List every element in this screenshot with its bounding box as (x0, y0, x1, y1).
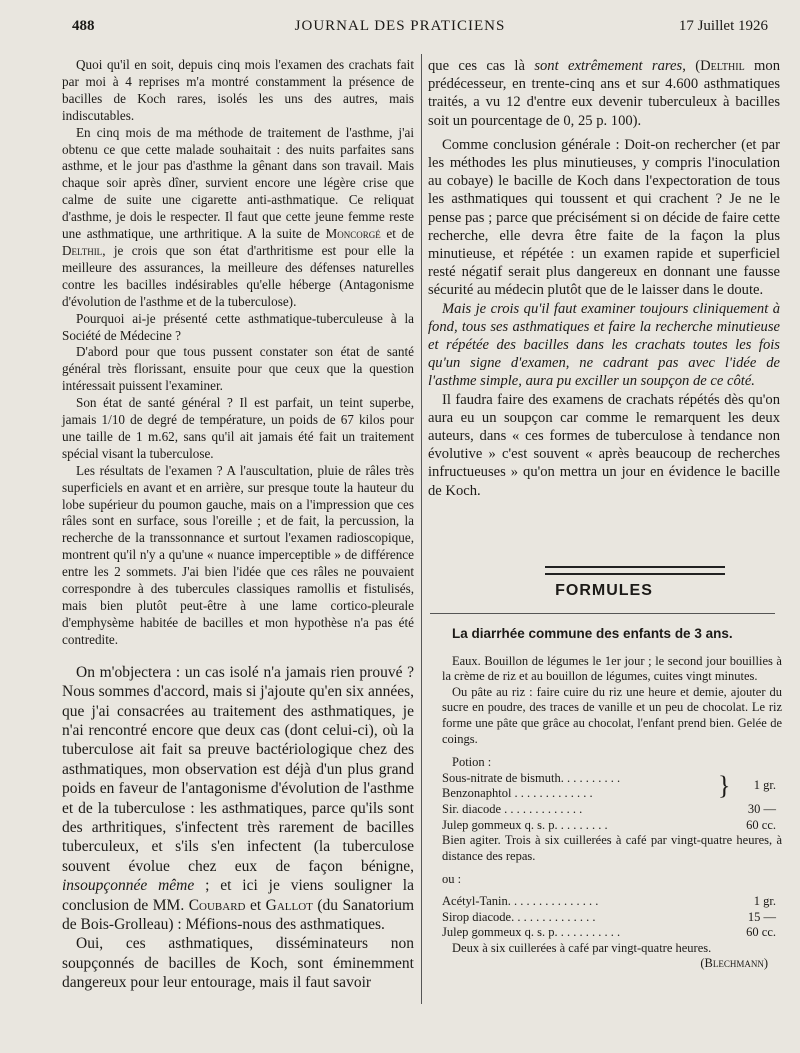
left-column (62, 57, 414, 993)
paragraph: Il faudra faire des examens de crachats répétés dès qu'on aura eu un soupçon car comme le remarquent les deux auteurs, dans « ces formes de tuberculose à tendance non évolutive » c'est souvent « après beaucoup de recherches infructueuses » qu'on mettra un jour en évidence le bacille de Koch. (428, 391, 780, 499)
paragraph: Son état de santé général ? Il est parfait, un teint superbe, jamais 1/10 de degré de température, un poids de 67 kilos pour une taille de 1 m.62, sans qu'il ait jamais été fait un traitement spécial visant la tuberculose. (62, 395, 414, 461)
formula-heading: La diarrhée commune des enfants de 3 ans. (452, 626, 733, 641)
section-rule (545, 566, 725, 575)
potion-label: Potion : (452, 755, 492, 770)
formula-text: Ou pâte au riz : faire cuire du riz une heure et demie, ajouter du sucre en poudre, des traces de vanille et un peu de chocolat. Le riz forme une pâte que grâce au chocolat, l'enfant prend bien. Gelée de coings. (442, 684, 782, 746)
issue-date: 17 Juillet 1926 (678, 18, 768, 34)
column-divider (421, 54, 422, 1004)
paragraph: On m'objectera : un cas isolé n'a jamais rien prouvé ? Nous sommes d'accord, mais si j'ajoute qu'en six années, que j'ai consacrées au traitement des asthmatiques, je n'ai rencontré encore que deux cas (dont celui-ci), où la tuberculose ait fait sa preuve bactériologique chez des asthmatiques, mon observation est déjà d'un plus grand poids en faveur de l'antagonisme d'évolution de l'asthme et de la tuberculose : les asthmatiques, parce qu'ils sont des arthritiques, s'infectent très rarement de bacilles tuberculeux, et s'ils s'en infectent (la tuberculose souvent évolue chez eux de façon bénigne, insoupçonnée même ; et ici je viens souligner la conclusion de MM. Coubard et Gallot (du Sanatorium de Bois-Grolleau) : Méfions-nous des asthmatiques. (62, 663, 415, 933)
paragraph: Les résultats de l'examen ? A l'auscultation, pluie de râles très superficiels en avant et en arrière, sur presque toute la hauteur du lobe supérieur du poumon gauche, mais on a l'impression que ces râles sont en surface, sous l'oreille ; et de fait, la percussion, la recherche de la transsonnance et surtout l'examen radioscopique, montrent qu'il n'y a qu'une « nuance imperceptible » de différence entre les 2 sommets. J'ai bien l'idée que ces râles ne pouvaient correspondre à des tubercules classiques ramollis et fistulisés, mais bien plutôt peut-être à une lame cortico-pleurale d'emphysème habitée de bacilles et mon hypothèse n'a pas été contredite. (62, 462, 414, 647)
page-number: 488 (72, 18, 95, 34)
formules-section (442, 626, 782, 972)
paragraph: D'abord pour que tous pussent constater son état de santé général très florissant, ensuite pour que ceux que la question intéressait puissent l'examiner. (62, 344, 414, 394)
paragraph: En cinq mois de ma méthode de traitement de l'asthme, j'ai obtenu ce que cette malade souhaitait : des nuits parfaites sans asthme, et le jour pas d'asthme la gênant dans son travail. Mais chaque soir après dîner, survient encore une légère crise que calme de suite une cigarette anti-asthmatique. Ce reliquat d'asthme, je dois le respecter. Il faut que cette jeune femme reste une asthmatique, une arthritique. A la suite de Moncorgé et de Delthil, je crois que son état d'arthritisme est pour elle la meilleure des assurances, la meilleure des défenses naturelles contre les bacilles indésirables qu'elle héberge (Antagonisme d'évolution de l'asthme et de la tuberculose). (62, 124, 415, 309)
formula-instructions: Bien agiter. Trois à six cuillerées à café par vingt-quatre heures, à distance des repas. (442, 833, 782, 863)
paragraph: Mais je crois qu'il faut examiner toujours cliniquement à fond, tous ses asthmatiques et faire la recherche minutieuse et répétée des bacilles dans les crachats toutes les fois qu'un signe d'examen, ne cadrant pas avec l'idée de l'asthme simple, aura pu exciller un soupçon de ce côté. (428, 300, 780, 390)
page-header (0, 18, 800, 40)
paragraph: Pourquoi ai-je présenté cette asthmatique-tuberculeuse à la Société de Médecine ? (62, 310, 414, 343)
paragraph: que ces cas là sont extrêmement rares, (Delthil mon prédécesseur, en trente-cinq ans et sur 4.600 asthmatiques traités, a vu 12 d'entre eux devenir tuberculeux à bacilles soit un pourcentage de 0, 25 p. 100). (428, 58, 780, 129)
prescription-quantity: 1 gr. (753, 777, 776, 792)
prescription-line: Sir. diacode . . . . . . . . . . . . . 30 — (442, 801, 776, 816)
prescription-line: Sirop diacode. . . . . . . . . . . . . . 15 — (442, 909, 776, 924)
right-column (428, 57, 780, 500)
or-label: ou : (442, 872, 462, 887)
section-divider (430, 613, 775, 614)
prescription-group (442, 771, 782, 802)
paragraph: Comme conclusion générale : Doit-on rechercher (et par les méthodes les plus minutieuses, y compris l'inoculation au cobaye) le bacille de Koch dans l'expectoration de tous les asthmatiques qui toussent et qui crachent ? Je ne le pense pas ; parce que précisément si on décide de faire cette recherche, elle devra être faite de la façon la plus minutieuse, et répétée : un examen rapide et superficiel resté négatif serait plus dangereux en donnant une fausse sécurité au médecin plutôt que de le laisser dans le doute. (428, 136, 780, 299)
prescription-line: Julep gommeux q. s. p. . . . . . . . . 60 cc. (442, 817, 776, 832)
prescription-line: Acétyl-Tanin. . . . . . . . . . . . . . . 1 gr. (442, 893, 776, 908)
section-title: FORMULES (555, 582, 653, 599)
prescription-line: Sous-nitrate de bismuth. . . . . . . . . . (442, 770, 621, 785)
formula-instructions: Deux à six cuillerées à café par vingt-quatre heures. (452, 940, 712, 955)
brace-symbol: } (718, 770, 731, 800)
prescription-line: Julep gommeux q. s. p. . . . . . . . . . . 60 cc. (442, 925, 776, 940)
prescription-line: Benzonaphtol . . . . . . . . . . . . . (442, 786, 593, 801)
journal-title: JOURNAL DES PRATICIENS (294, 18, 506, 34)
paragraph: Oui, ces asthmatiques, disséminateurs non soupçonnés de bacilles de Koch, sont éminemment dangereux pour leur entourage, mais il faut savoir (62, 935, 414, 992)
paragraph: Quoi qu'il en soit, depuis cinq mois l'examen des crachats fait par moi à 4 reprises m'a montré constamment la présence de bacilles de Koch rares, isolés les uns des autres, mais indiscutables. (62, 57, 414, 123)
author-signature: (Blechmann) (700, 956, 768, 971)
formula-text: Eaux. Bouillon de légumes le 1er jour ; le second jour bouillies à la crème de riz et au bouillon de légumes, cuites vingt minutes. (442, 653, 782, 684)
